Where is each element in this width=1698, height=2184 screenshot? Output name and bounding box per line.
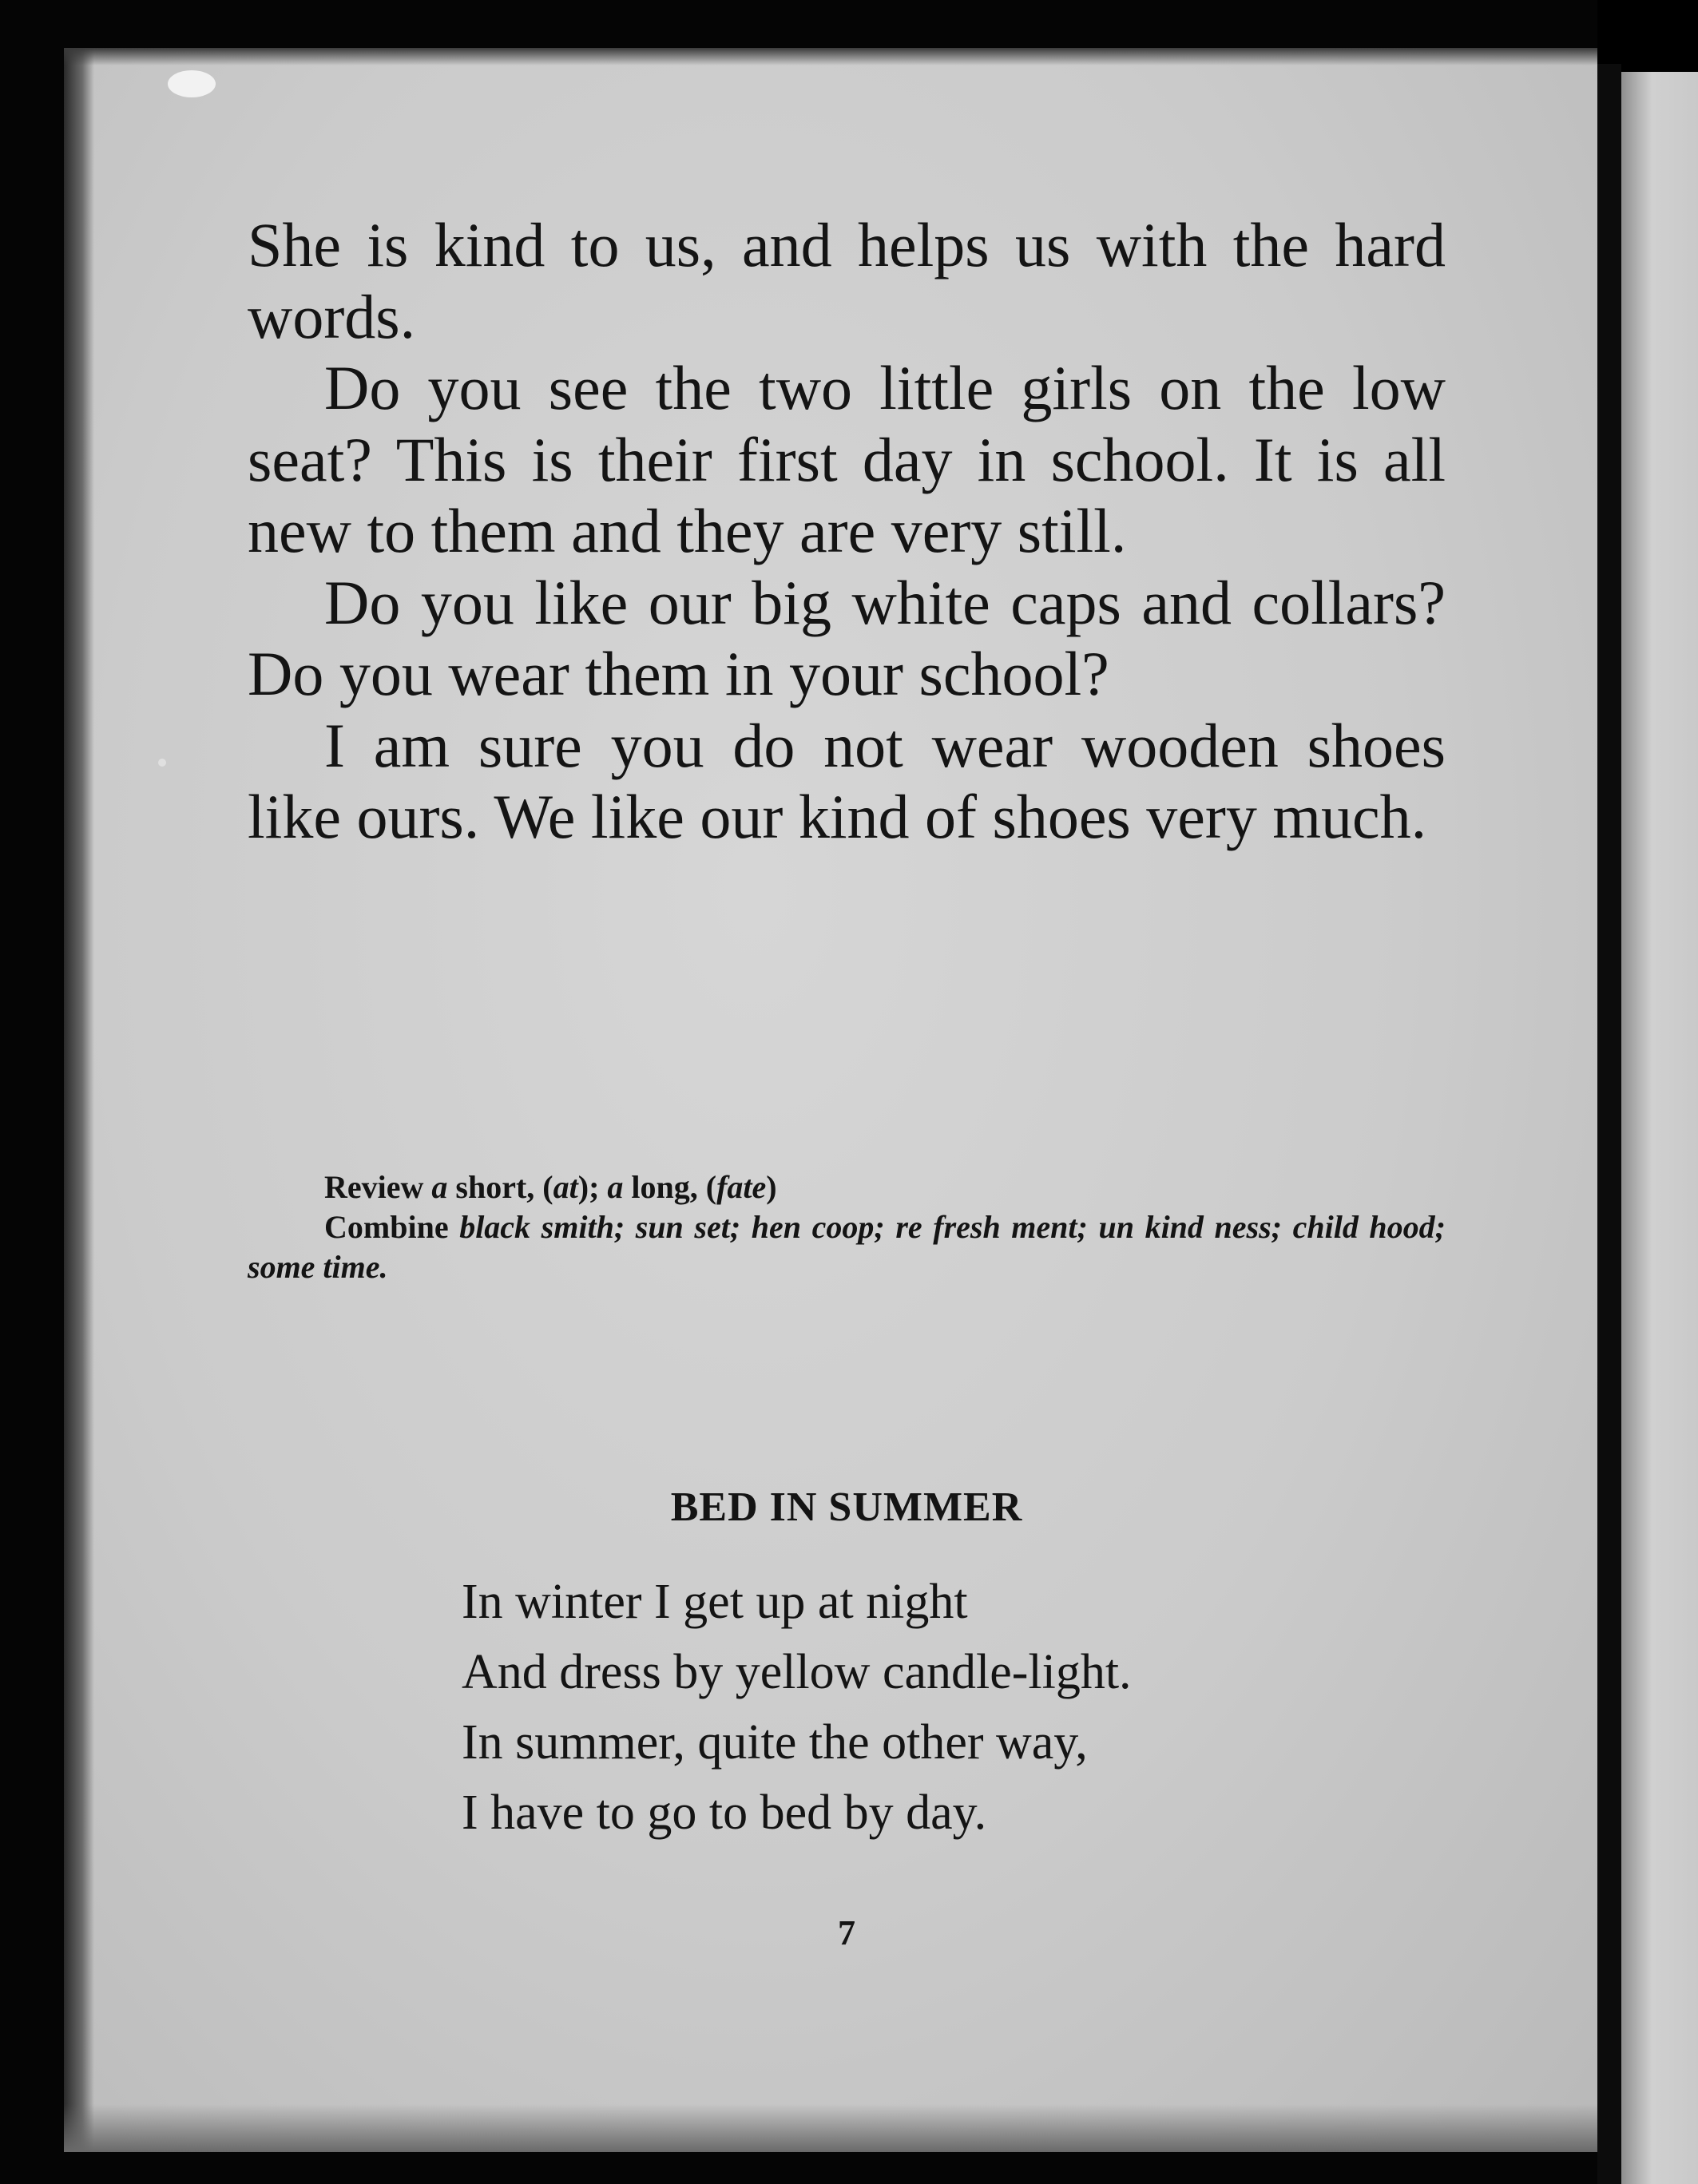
paragraph-1: She is kind to us, and helps us with the hard words.	[248, 210, 1446, 351]
combine-words: black smith; sun set; hen coop; re fresh ment; un kind ness; child hood; some time.	[248, 1209, 1446, 1285]
combine-prefix: Combine	[324, 1209, 449, 1245]
paragraph-3: Do you like our big white caps and collars? Do you wear them in your school?	[248, 567, 1446, 708]
page-bottom-shadow	[64, 2104, 1597, 2152]
paragraph-4: I am sure you do not wear wooden shoes like ours. We like our kind of shoes very much.	[248, 710, 1446, 851]
paper-speck	[158, 759, 166, 767]
review-prefix: Review	[324, 1169, 424, 1205]
page-number: 7	[838, 1913, 855, 1952]
scan-corner	[1597, 0, 1698, 72]
poem-title: BED IN SUMMER	[670, 1484, 1023, 1530]
review-example-at: at	[553, 1169, 578, 1205]
paragraph-2: Do you see the two little girls on the low seat? This is their first day in school. It is all new to them and they are very still.	[248, 353, 1446, 565]
review-short: short, (	[455, 1169, 553, 1205]
review-end: )	[766, 1169, 777, 1205]
body-text	[248, 209, 1446, 853]
review-example-fate: fate	[716, 1169, 767, 1205]
poem-line: I have to go to bed by day.	[462, 1786, 987, 1840]
paper-speck	[168, 70, 216, 97]
poem	[462, 1567, 1340, 1848]
review-mid: );	[577, 1169, 600, 1205]
facing-page-edge	[1621, 72, 1698, 2184]
review-letter-a: a	[431, 1169, 448, 1205]
poem-line: And dress by yellow candle-light.	[462, 1645, 1132, 1699]
book-spine	[1597, 64, 1621, 2184]
review-letter-a-long: a	[607, 1169, 624, 1205]
combine-line	[248, 1207, 1446, 1287]
page-left-shadow	[64, 48, 94, 2152]
poem-line: In summer, quite the other way,	[462, 1715, 1088, 1770]
exercise-notes	[248, 1167, 1446, 1287]
poem-line: In winter I get up at night	[462, 1575, 968, 1629]
page-top-shadow	[64, 48, 1597, 65]
review-long: long, (	[631, 1169, 717, 1205]
review-line	[248, 1167, 1446, 1207]
